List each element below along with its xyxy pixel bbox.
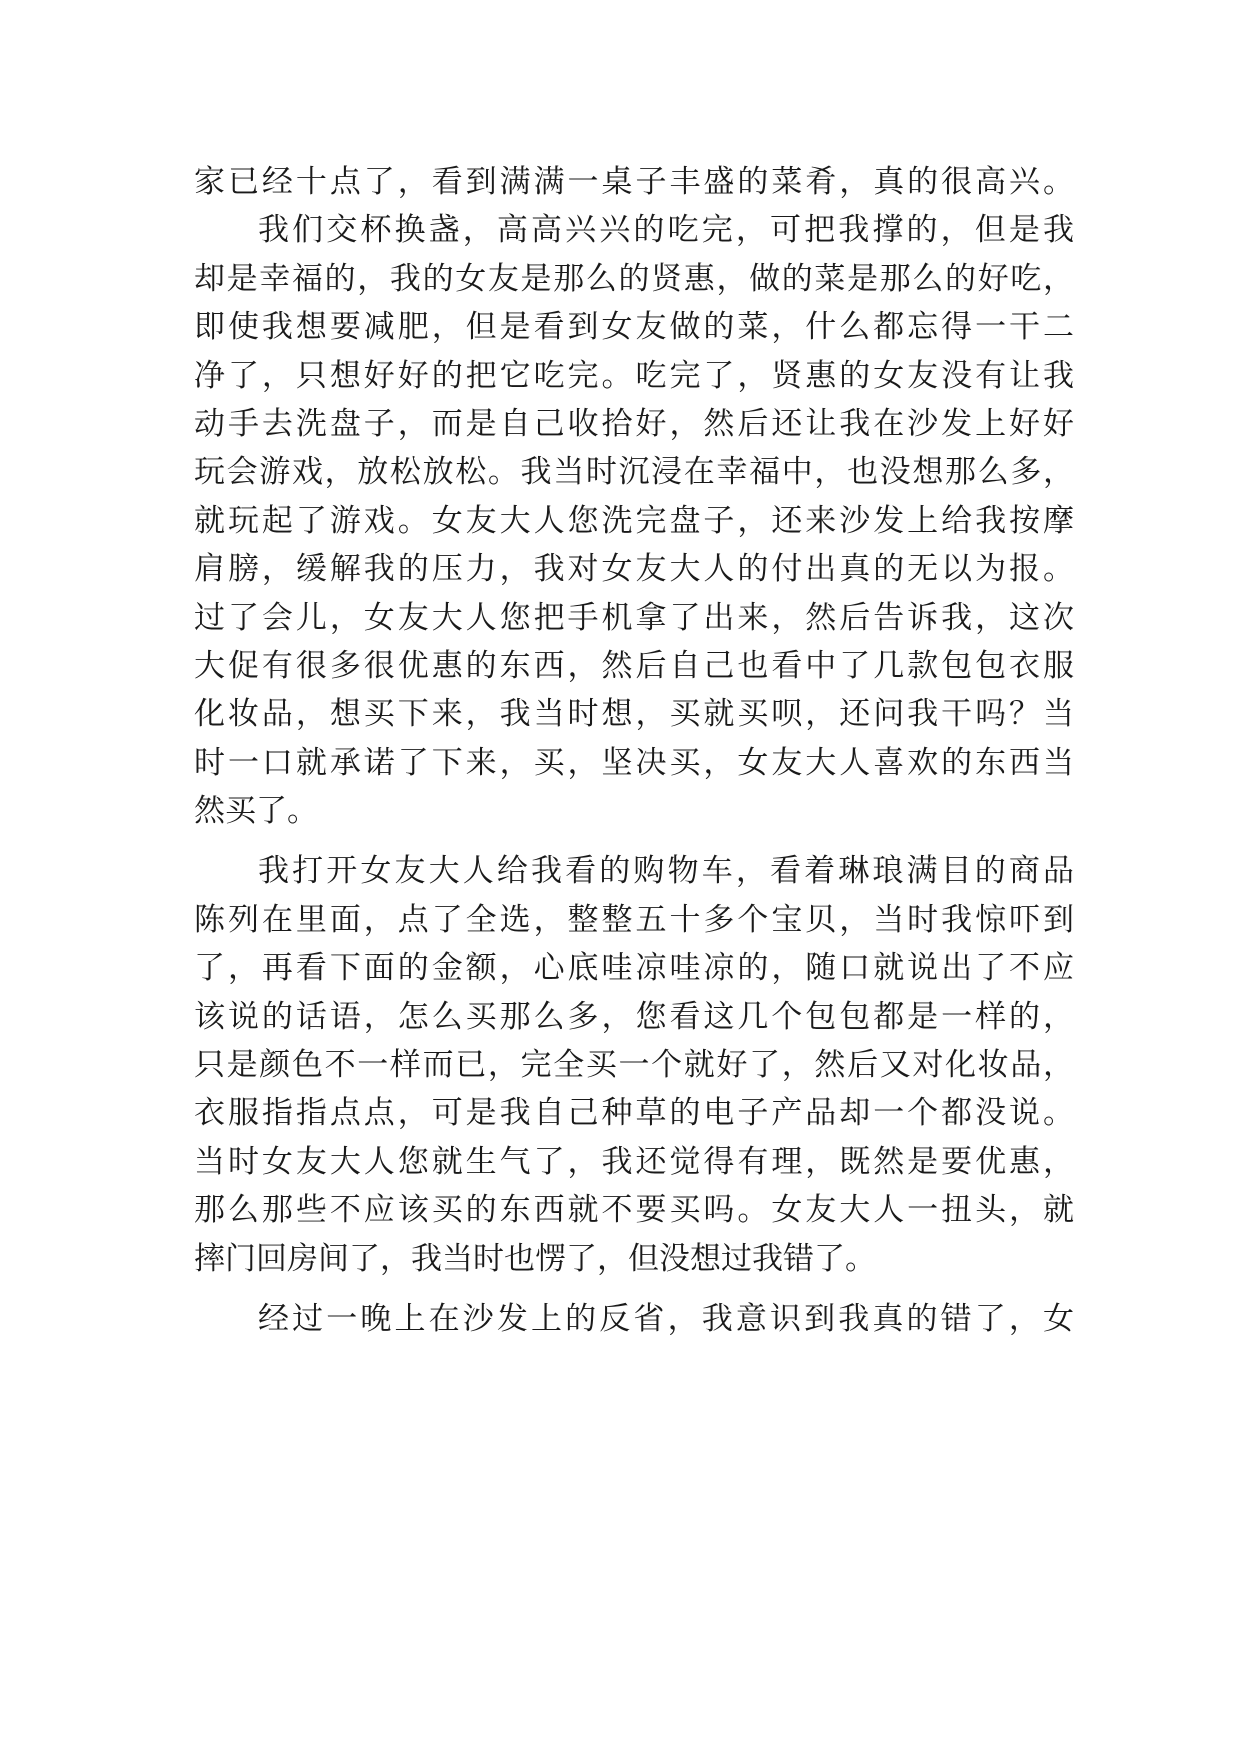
text-line: 陈列在里面，点了全选，整整五十多个宝贝，当时我惊吓到 [194,901,1074,938]
text-line: 化妆品，想买下来，我当时想，买就买呗，还问我干吗？当 [194,696,1074,733]
text-line: 过了会儿，女友大人您把手机拿了出来，然后告诉我，这次 [194,599,1074,636]
text-line: 却是幸福的，我的女友是那么的贤惠，做的菜是那么的好吃， [194,260,1074,297]
text-line: 我打开女友大人给我看的购物车，看着琳琅满目的商品 [258,853,1074,890]
text-line: 时一口就承诺了下来，买，坚决买，女友大人喜欢的东西当 [194,744,1074,781]
text-line: 当时女友大人您就生气了，我还觉得有理，既然是要优惠， [194,1143,1074,1180]
text-line: 摔门回房间了，我当时也愣了，但没想过我错了。 [194,1240,876,1277]
text-line: 我们交杯换盏，高高兴兴的吃完，可把我撑的，但是我 [258,212,1074,249]
paragraph [194,206,1074,835]
paragraph [194,158,1074,206]
text-line: 该说的话语，怎么买那么多，您看这几个包包都是一样的， [194,998,1074,1035]
paragraph [194,1295,1074,1343]
text-line: 家已经十点了，看到满满一桌子丰盛的菜肴，真的很高兴。 [194,164,1074,200]
paragraph [194,847,1074,1283]
text-line: 了，再看下面的金额，心底哇凉哇凉的，随口就说出了不应 [194,950,1074,987]
text-line: 衣服指指点点，可是我自己种草的电子产品却一个都没说。 [194,1095,1074,1132]
text-line: 然买了。 [194,793,318,830]
text-line: 即使我想要减肥，但是看到女友做的菜，什么都忘得一干二 [194,309,1074,346]
text-line: 就玩起了游戏。女友大人您洗完盘子，还来沙发上给我按摩 [194,502,1074,539]
text-line: 只是颜色不一样而已，完全买一个就好了，然后又对化妆品， [194,1047,1074,1084]
text-line: 大促有很多很优惠的东西，然后自己也看中了几款包包衣服 [194,647,1074,684]
text-line: 动手去洗盘子，而是自己收拾好，然后还让我在沙发上好好 [194,405,1074,442]
paragraph-gap [194,1283,1074,1295]
paragraph-gap [194,835,1074,847]
text-line: 玩会游戏，放松放松。我当时沉浸在幸福中，也没想那么多， [194,454,1074,491]
text-line: 那么那些不应该买的东西就不要买吗。女友大人一扭头，就 [194,1192,1074,1229]
text-line: 净了，只想好好的把它吃完。吃完了，贤惠的女友没有让我 [194,357,1074,394]
text-line: 肩膀，缓解我的压力，我对女友大人的付出真的无以为报。 [194,551,1074,588]
text-line: 经过一晚上在沙发上的反省，我意识到我真的错了，女 [258,1300,1074,1337]
body-text [194,158,1074,1343]
